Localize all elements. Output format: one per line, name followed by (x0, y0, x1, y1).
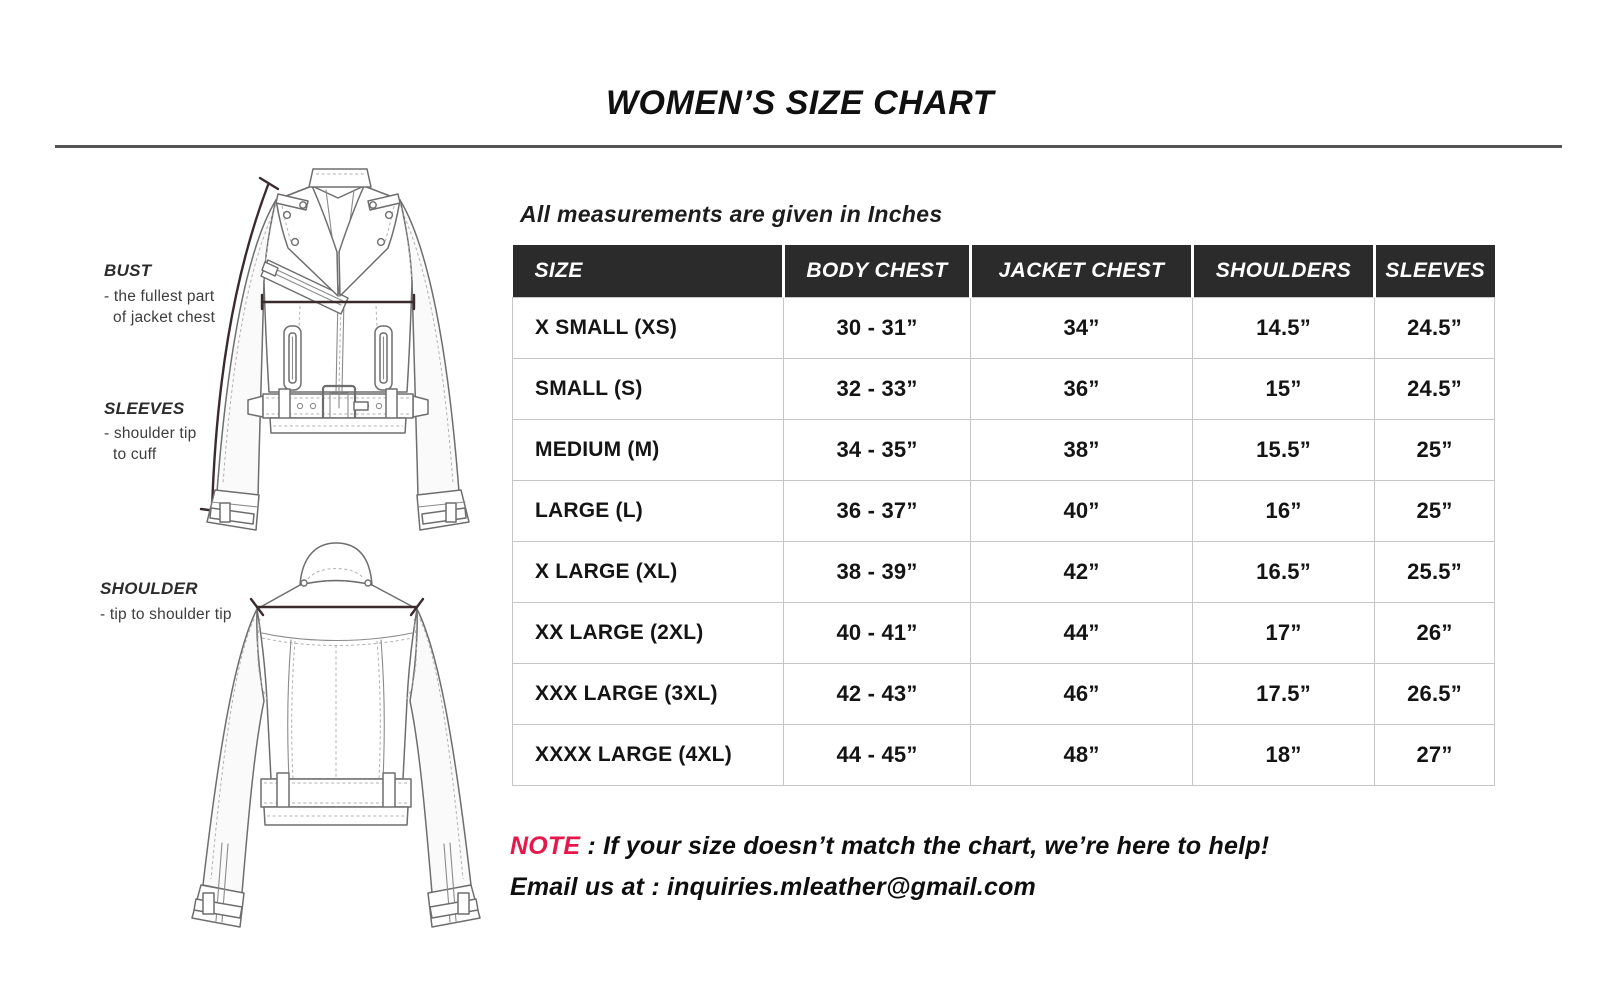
cell-size: MEDIUM (M) (513, 419, 784, 480)
cell-shoulders: 17” (1193, 602, 1375, 663)
cell-size: XXXX LARGE (4XL) (513, 724, 784, 785)
cell-jacket_chest: 42” (971, 541, 1193, 602)
bust-desc-line1: - the fullest part (104, 288, 215, 305)
cell-body_chest: 36 - 37” (784, 480, 971, 541)
cell-sleeves: 25” (1375, 419, 1495, 480)
column-header-shoulders: SHOULDERS (1193, 245, 1375, 297)
table-row (513, 419, 1495, 480)
cell-size: LARGE (L) (513, 480, 784, 541)
jacket-back-sketch-icon (178, 531, 490, 933)
email-prefix: Email us at : (510, 873, 668, 901)
bust-label: BUST (104, 261, 152, 280)
page-title: WOMEN’S SIZE CHART (605, 84, 995, 122)
cell-jacket_chest: 36” (971, 358, 1193, 419)
cell-size: SMALL (S) (513, 358, 784, 419)
cell-sleeves: 24.5” (1375, 297, 1495, 358)
cell-shoulders: 15” (1193, 358, 1375, 419)
cell-jacket_chest: 44” (971, 602, 1193, 663)
jacket-front-drawing (178, 158, 490, 536)
shoulder-desc-line1: - tip to shoulder tip (100, 606, 232, 623)
cell-body_chest: 42 - 43” (784, 663, 971, 724)
cell-shoulders: 17.5” (1193, 663, 1375, 724)
note-label: NOTE (510, 832, 581, 860)
table-row (513, 602, 1495, 663)
table-row (513, 541, 1495, 602)
shoulder-label: SHOULDER (100, 579, 198, 598)
cell-sleeves: 27” (1375, 724, 1495, 785)
size-table-body (513, 297, 1495, 785)
table-row (513, 724, 1495, 785)
jacket-back-drawing (178, 531, 490, 933)
cell-size: X SMALL (XS) (513, 297, 784, 358)
cell-size: XX LARGE (2XL) (513, 602, 784, 663)
bust-desc-line2: of jacket chest (113, 309, 216, 326)
cell-sleeves: 26” (1375, 602, 1495, 663)
cell-body_chest: 40 - 41” (784, 602, 971, 663)
cell-jacket_chest: 46” (971, 663, 1193, 724)
cell-sleeves: 26.5” (1375, 663, 1495, 724)
size-table-header (513, 245, 1495, 297)
units-subtitle: All measurements are given in Inches (520, 201, 943, 227)
sleeves-desc-line2: to cuff (113, 446, 157, 463)
cell-jacket_chest: 38” (971, 419, 1193, 480)
column-header-body_chest: BODY CHEST (784, 245, 971, 297)
sleeves-desc-line1: - shoulder tip (104, 425, 197, 442)
table-row (513, 480, 1495, 541)
cell-body_chest: 30 - 31” (784, 297, 971, 358)
email-line (510, 867, 1269, 908)
cell-jacket_chest: 40” (971, 480, 1193, 541)
cell-shoulders: 14.5” (1193, 297, 1375, 358)
sleeves-label: SLEEVES (104, 399, 185, 418)
cell-body_chest: 38 - 39” (784, 541, 971, 602)
cell-body_chest: 44 - 45” (784, 724, 971, 785)
cell-shoulders: 18” (1193, 724, 1375, 785)
note-text: If your size doesn’t match the chart, we’re here to help! (603, 832, 1270, 860)
note-line (510, 826, 1269, 867)
cell-shoulders: 15.5” (1193, 419, 1375, 480)
table-row (513, 663, 1495, 724)
cell-size: X LARGE (XL) (513, 541, 784, 602)
column-header-jacket_chest: JACKET CHEST (971, 245, 1193, 297)
table-row (513, 358, 1495, 419)
cell-size: XXX LARGE (3XL) (513, 663, 784, 724)
cell-sleeves: 25” (1375, 480, 1495, 541)
cell-body_chest: 32 - 33” (784, 358, 971, 419)
column-header-size: SIZE (513, 245, 784, 297)
header-row (513, 245, 1495, 297)
jacket-front-sketch-icon (178, 158, 490, 536)
cell-jacket_chest: 48” (971, 724, 1193, 785)
cell-sleeves: 24.5” (1375, 358, 1495, 419)
table-row (513, 297, 1495, 358)
email-address: inquiries.mleather@gmail.com (667, 873, 1036, 901)
cell-shoulders: 16.5” (1193, 541, 1375, 602)
note-block (510, 826, 1269, 908)
title-divider (55, 145, 1562, 148)
column-header-sleeves: SLEEVES (1375, 245, 1495, 297)
cell-body_chest: 34 - 35” (784, 419, 971, 480)
cell-sleeves: 25.5” (1375, 541, 1495, 602)
size-table (512, 245, 1495, 786)
cell-jacket_chest: 34” (971, 297, 1193, 358)
note-separator: : (580, 832, 604, 860)
cell-shoulders: 16” (1193, 480, 1375, 541)
